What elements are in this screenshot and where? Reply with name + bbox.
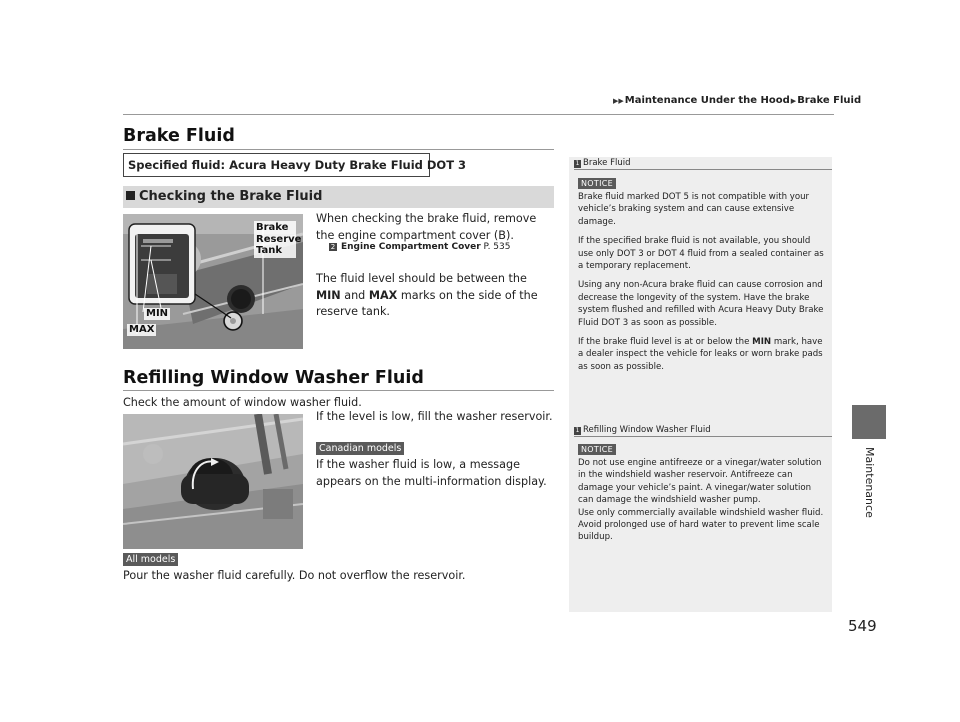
section-divider <box>123 390 554 391</box>
note-brake-p3-a: If the brake fluid level is at or below the <box>578 337 753 348</box>
notice-badge: NOTICE <box>578 444 616 455</box>
washer-line-pour: Pour the washer fluid carefully. Do not overflow the reservoir. <box>123 569 466 582</box>
subhead-label: Checking the Brake Fluid <box>139 189 323 204</box>
note-washer-p1: Use only commercially available windshield washer fluid. <box>578 507 824 518</box>
para2-max: MAX <box>368 288 398 302</box>
section-title-brake: Brake Fluid <box>123 126 235 146</box>
washer-line-canadian: If the washer fluid is low, a message appears on the multi-information display. <box>316 458 547 488</box>
square-bullet-icon <box>126 191 135 200</box>
note-icon: 1 <box>575 427 580 434</box>
note-washer-notice: Do not use engine antifreeze or a vinegar/water solution in the windshield washer reservoir. Antifreeze can damage your vehicle’s paint. A vinegar/water solution can damage the windshield washer pump. <box>578 458 822 506</box>
chapter-label: Maintenance <box>863 447 876 518</box>
note-divider <box>574 436 832 437</box>
note-brake-p2: Using any non-Acura brake fluid can cause corrosion and decrease the longevity of the system. Have the brake system flushed and refilled with Acura Heavy Duty Brake Fluid DOT 3 as soon as possible. <box>578 280 824 328</box>
badge-all-models: All models <box>123 553 178 566</box>
note-washer-body <box>578 457 828 544</box>
xref-page: P. 535 <box>483 242 511 252</box>
note-brake-notice: Brake fluid marked DOT 5 is not compatible with your vehicle’s braking system and can cause extensive damage. <box>578 192 810 227</box>
washer-line-low: If the level is low, fill the washer reservoir. <box>316 410 553 423</box>
note-title-washer <box>574 425 711 435</box>
note-title-brake <box>574 158 630 168</box>
brake-tank-label <box>254 221 302 258</box>
chapter-tab[interactable] <box>852 405 886 439</box>
note-washer-p2: Avoid prolonged use of hard water to prevent lime scale buildup. <box>578 520 820 543</box>
para2-part-b: and <box>340 288 369 302</box>
note-brake-p3-min: MIN <box>752 337 772 348</box>
para2-part-c: marks on the side of the reserve tank. <box>316 288 538 318</box>
min-label: MIN <box>146 308 169 319</box>
spec-box: Specified fluid: Acura Heavy Duty Brake Fluid DOT 3 <box>123 153 430 177</box>
note-title-washer-text: Refilling Window Washer Fluid <box>583 425 711 435</box>
triangle-icon: ▶ <box>790 97 797 105</box>
breadcrumb <box>612 95 861 106</box>
notice-badge: NOTICE <box>578 178 616 189</box>
max-label: MAX <box>129 324 155 335</box>
note-title-brake-text: Brake Fluid <box>583 158 631 168</box>
page-number: 549 <box>848 617 877 635</box>
note-brake-p3-b: mark, have a dealer inspect the vehicle for leaks or worn brake pads as soon as possible. <box>578 337 823 372</box>
section-title-washer: Refilling Window Washer Fluid <box>123 368 424 388</box>
badge-canadian-models: Canadian models <box>316 442 404 455</box>
section-divider <box>123 149 554 150</box>
subhead-checking <box>123 186 554 208</box>
note-brake-body <box>578 191 828 380</box>
brake-para-2 <box>316 271 552 321</box>
brake-tank-label-line1: Brake <box>256 222 289 233</box>
para2-part-a: The fluid level should be between the <box>316 272 527 285</box>
xref-engine-cover[interactable] <box>329 242 510 252</box>
note-brake-p1: If the specified brake fluid is not available, you should use only DOT 3 or DOT 4 fluid from a sealed container as a temporary replacement. <box>578 236 824 272</box>
para2-min: MIN <box>316 288 341 302</box>
washer-illustration <box>123 414 303 549</box>
brake-tank-label-line3: Tank <box>256 245 283 256</box>
washer-reservoir-image <box>123 414 303 549</box>
breadcrumb-part-2[interactable]: Brake Fluid <box>797 95 862 106</box>
note-divider <box>574 169 832 170</box>
brake-tank-label-line2: Reserve <box>256 233 302 245</box>
note-brake-p3 <box>578 336 828 373</box>
header-divider <box>123 114 834 115</box>
xref-label: Engine Compartment Cover <box>341 242 481 252</box>
page-ref-icon: 2 <box>330 243 336 251</box>
breadcrumb-part-1[interactable]: Maintenance Under the Hood <box>624 95 790 106</box>
brake-para-1: When checking the brake fluid, remove the engine compartment cover (B). <box>316 212 537 242</box>
note-icon: 1 <box>575 160 580 167</box>
washer-intro: Check the amount of window washer fluid. <box>123 396 362 409</box>
triangle-icon: ▶▶ <box>613 97 624 105</box>
